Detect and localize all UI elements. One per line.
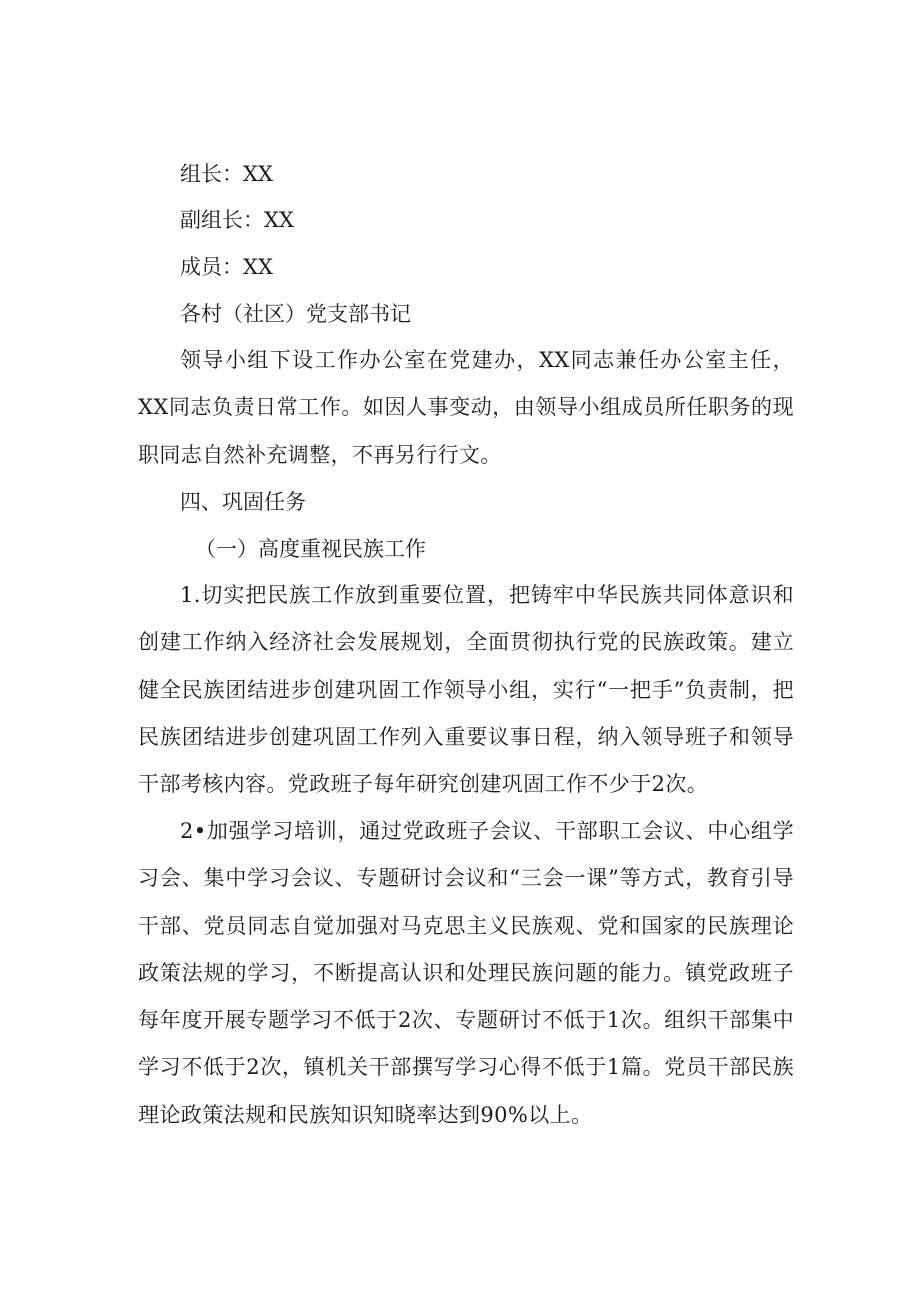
office-paragraph: 领导小组下设工作办公室在党建办，XX同志兼任办公室主任，XX同志负责日常工作。如因人事变动，由领导小组成员所任职务的现职同志自然补充调整，不再另行行文。 — [138, 348, 794, 467]
leader-line: 组长：XX — [180, 162, 273, 186]
members-line: 成员：XX — [180, 255, 273, 279]
branch-secretaries-line: 各村（社区）党支部书记 — [180, 302, 411, 326]
subsection-heading: （一）高度重视民族工作 — [195, 537, 426, 561]
section-heading: 四、巩固任务 — [180, 490, 306, 514]
item-2-paragraph: 2•加强学习培训，通过党政班子会议、干部职工会议、中心组学习会、集中学习会议、专题研讨会议和“三会一课”等方式，教育引导干部、党员同志自觉加强对马克思主义民族观、党和国家的民族理论政策法规的学习，不断提高认识和处理民族问题的能力。镇党政班子每年度开展专题学习不低于2次、专题研讨不低于1次。组织干部集中学习不低于2次，镇机关干部撰写学习心得不低于1篇。党员干部民族理论政策法规和民族知识知晓率达到90%以上。 — [138, 819, 794, 1127]
deputy-leader-line: 副组长：XX — [180, 208, 294, 232]
item-1-paragraph: 1.切实把民族工作放到重要位置，把铸牢中华民族共同体意识和创建工作纳入经济社会发展规划，全面贯彻执行党的民族政策。建立健全民族团结进步创建巩固工作领导小组，实行“一把手”负责制，把民族团结进步创建巩固工作列入重要议事日程，纳入领导班子和领导干部考核内容。党政班子每年研究创建巩固工作不少于2次。 — [138, 583, 794, 797]
